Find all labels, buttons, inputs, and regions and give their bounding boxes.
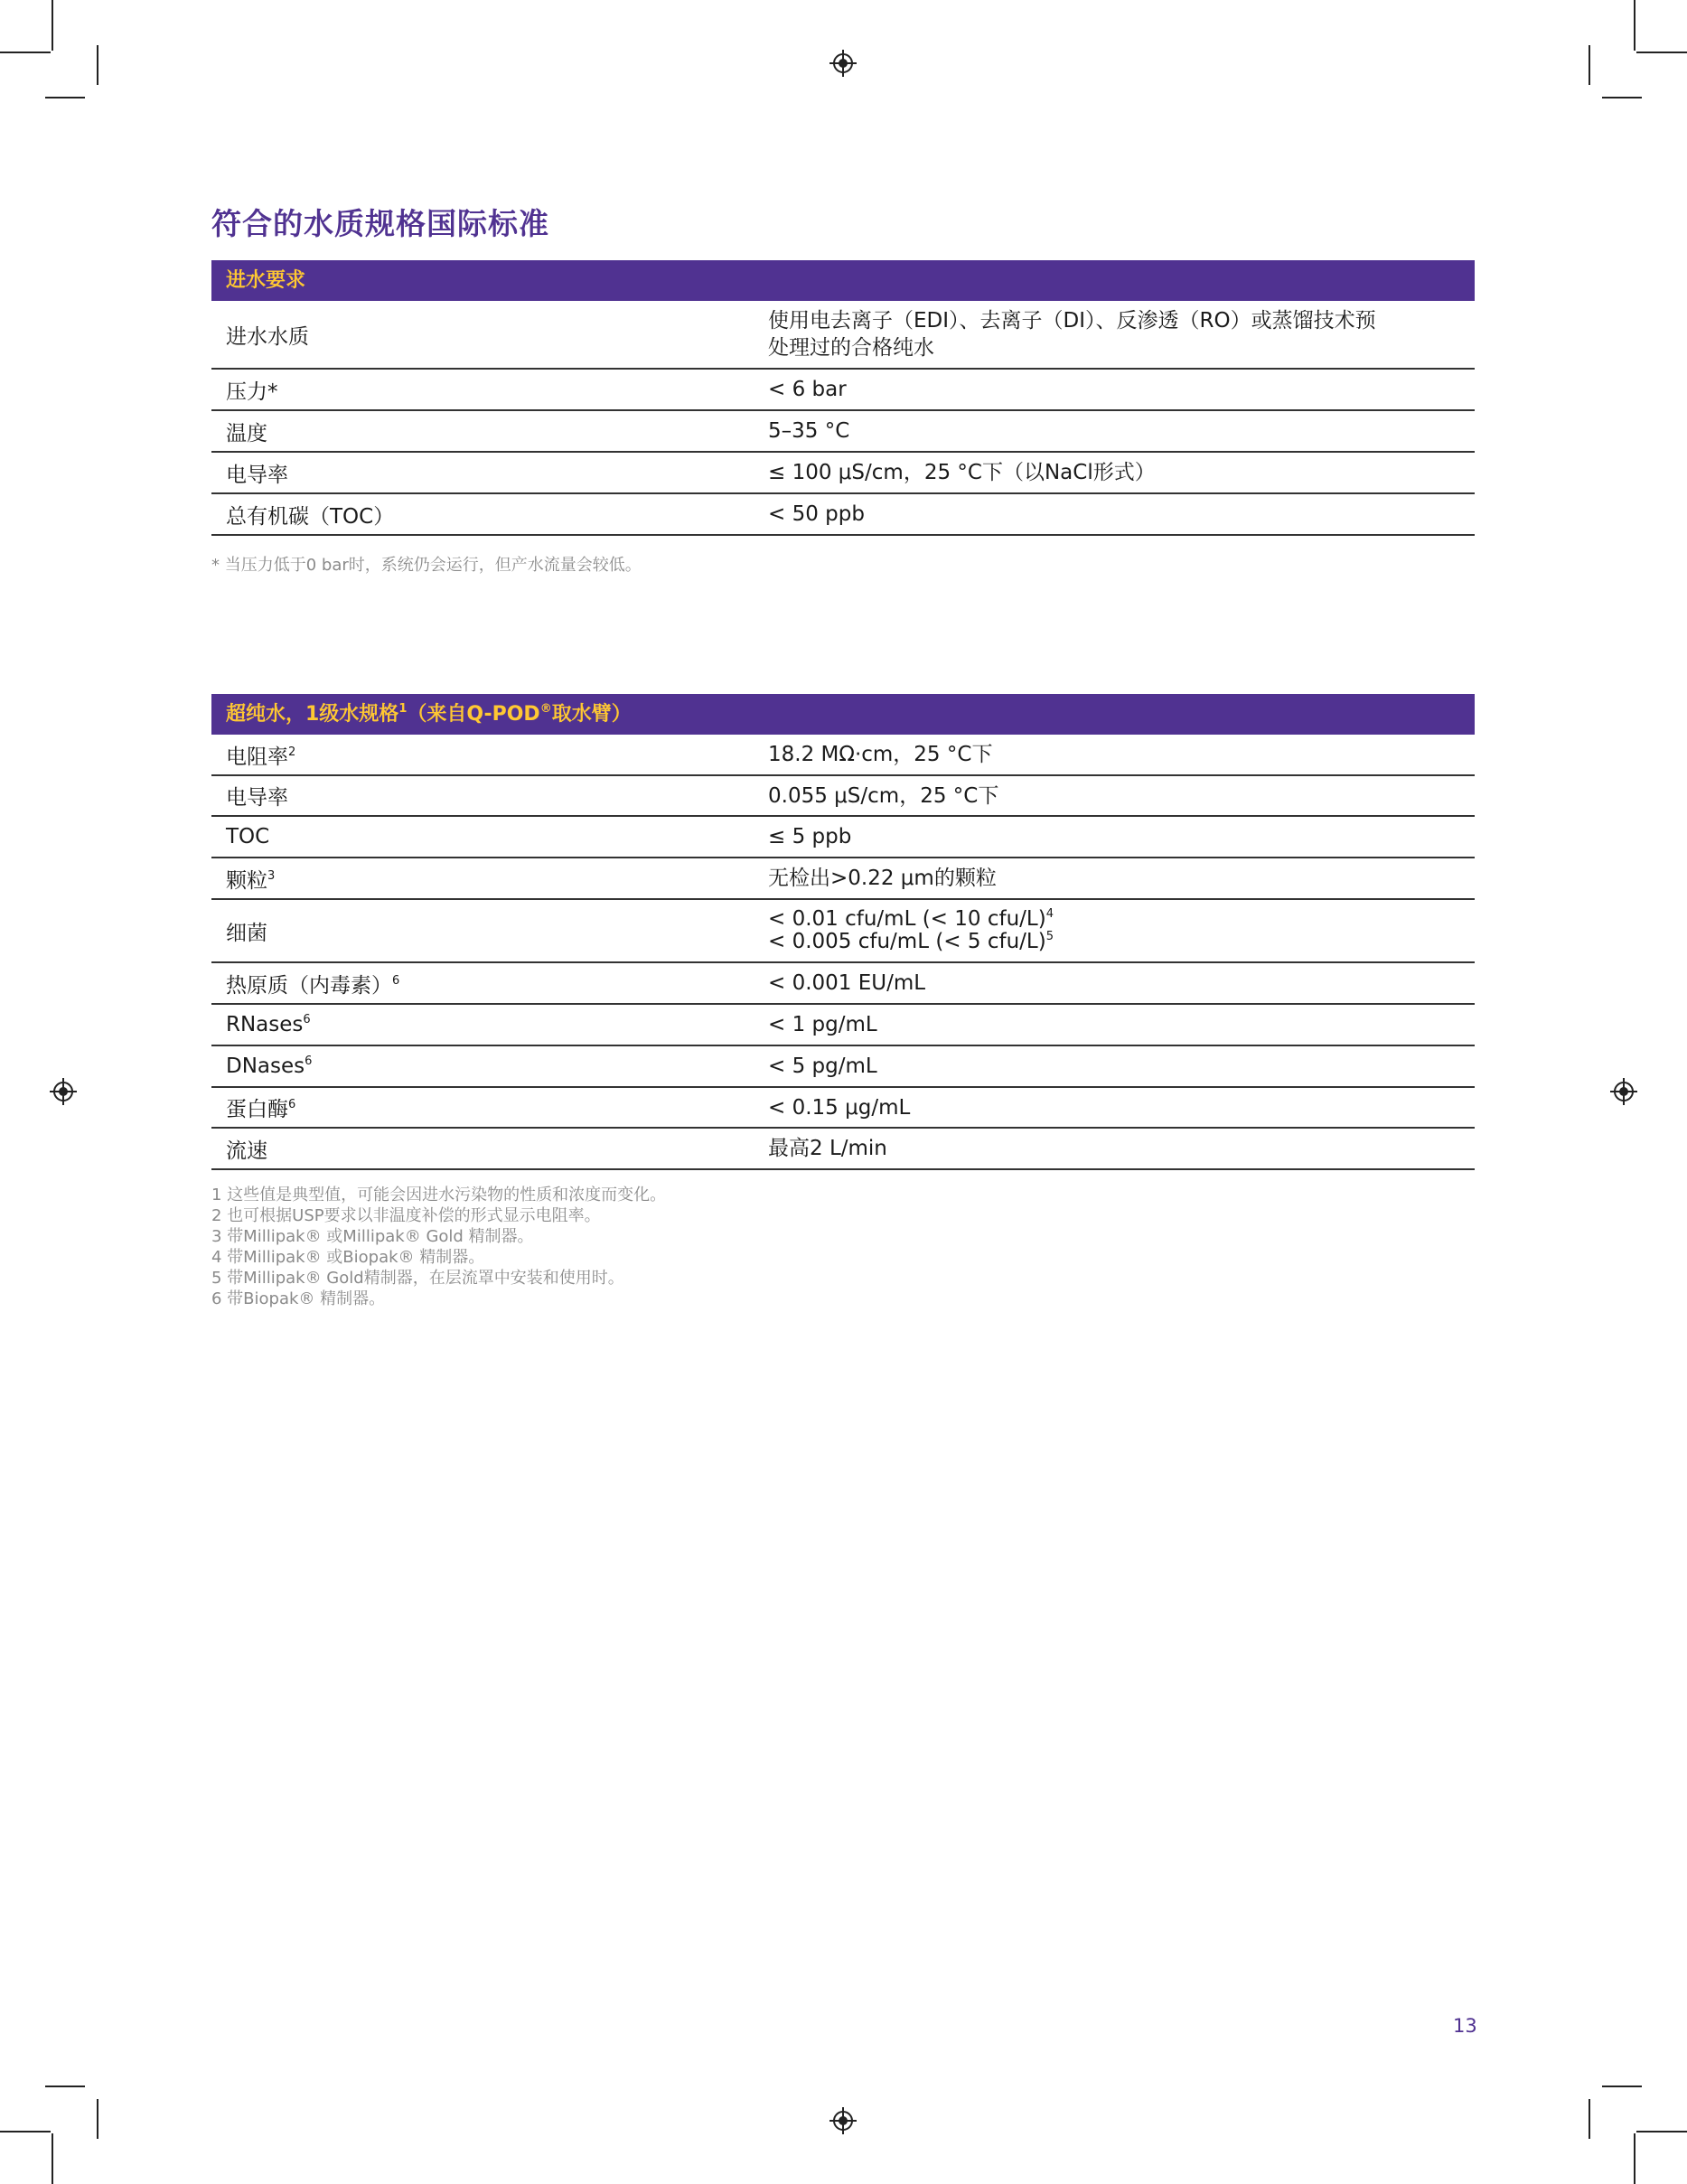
feed-water-table <box>211 260 1475 536</box>
row-label: 电导率 <box>226 786 288 810</box>
crop-mark <box>45 97 85 98</box>
registration-mark-icon <box>829 50 857 77</box>
row-value: 无检出>0.22 μm的颗粒 <box>768 867 997 890</box>
row-value: < 0.01 cfu/mL (< 10 cfu/L)$^4$ < 0.005 cfu/mL (< 5 cfu/L)$^5$ <box>768 907 1054 953</box>
row-label: 细菌 <box>226 921 267 945</box>
row-value: < 0.15 μg/mL <box>768 1095 911 1120</box>
ultrapure-water-table <box>211 694 1475 1170</box>
crop-mark <box>0 2131 51 2132</box>
row-value: 最高2 L/min <box>768 1137 887 1160</box>
row-label: RNases$^6$ <box>226 1013 311 1036</box>
row-label: DNases$^6$ <box>226 1055 313 1078</box>
footnote: 3 带Millipak® 或Millipak® Gold 精制器。 <box>211 1227 534 1246</box>
page-title: 符合的水质规格国际标准 <box>211 206 549 241</box>
page-number: 13 <box>1453 2015 1477 2037</box>
row-value: < 50 ppb <box>768 502 865 526</box>
table-row <box>211 776 1475 817</box>
row-label: 电阻率$^2$ <box>226 745 296 769</box>
row-label: 进水水质 <box>226 324 309 349</box>
row-label: 压力* <box>226 380 278 404</box>
table-header: 超纯水，1级水规格$^1$（来自Q-POD®取水臂） <box>211 694 1475 735</box>
crop-mark <box>1634 2133 1635 2184</box>
row-value: < 1 pg/mL <box>768 1013 877 1036</box>
crop-mark <box>97 45 98 85</box>
row-label: 颗粒$^3$ <box>226 868 276 893</box>
row-label: 流速 <box>226 1139 267 1163</box>
row-value: 使用电去离子（EDI）、去离子（DI）、反渗透（RO）或蒸馏技术预 处理过的合格纯水 <box>768 309 1376 360</box>
table-row <box>211 1129 1475 1170</box>
table-row <box>211 1005 1475 1046</box>
row-value: 0.055 μS/cm，25 °C下 <box>768 783 999 808</box>
crop-mark <box>0 52 51 53</box>
footnote: 4 带Millipak® 或Biopak® 精制器。 <box>211 1248 485 1267</box>
row-value: < 5 pg/mL <box>768 1055 877 1078</box>
row-label: TOC <box>226 825 270 848</box>
row-value: 18.2 MΩ·cm，25 °C下 <box>768 743 993 766</box>
registration-mark-icon <box>1610 1078 1637 1105</box>
crop-mark <box>97 2099 98 2139</box>
crop-mark <box>1636 52 1687 53</box>
crop-mark <box>52 2133 53 2184</box>
crop-mark <box>1634 0 1635 51</box>
crop-mark <box>1636 2131 1687 2132</box>
row-value: < 0.001 EU/mL <box>768 971 926 995</box>
table-row <box>211 494 1475 536</box>
crop-mark <box>45 2086 85 2087</box>
table-header: 进水要求 <box>211 260 1475 301</box>
crop-mark <box>1589 45 1590 85</box>
footnote: 6 带Biopak® 精制器。 <box>211 1289 386 1308</box>
row-value: ≤ 100 μS/cm，25 °C下（以NaCl形式） <box>768 461 1156 484</box>
crop-mark <box>1602 2086 1642 2087</box>
footnote: 5 带Millipak® Gold精制器，在层流罩中安装和使用时。 <box>211 1269 624 1288</box>
row-label: 热原质（内毒素）$^6$ <box>226 973 400 998</box>
table-row <box>211 411 1475 453</box>
footnote: * 当压力低于0 bar时，系统仍会运行，但产水流量会较低。 <box>211 556 642 575</box>
row-value: < 6 bar <box>768 378 847 401</box>
footnote: 1 这些值是典型值，可能会因进水污染物的性质和浓度而变化。 <box>211 1186 667 1204</box>
footnote: 2 也可根据USP要求以非温度补偿的形式显示电阻率。 <box>211 1206 601 1225</box>
row-label: 电导率 <box>226 463 288 487</box>
registration-mark-icon <box>829 2107 857 2134</box>
crop-mark <box>1602 97 1642 98</box>
table-row <box>211 1088 1475 1129</box>
row-label: 蛋白酶$^6$ <box>226 1098 296 1121</box>
table-row <box>211 735 1475 776</box>
registration-mark-icon <box>50 1078 77 1105</box>
table-row <box>211 453 1475 494</box>
table-row <box>211 1046 1475 1088</box>
row-label: 温度 <box>226 421 267 445</box>
row-value: 5–35 °C <box>768 419 850 443</box>
crop-mark <box>52 0 53 51</box>
row-value: ≤ 5 ppb <box>768 825 852 848</box>
table-row <box>211 900 1475 963</box>
table-row <box>211 963 1475 1005</box>
table-row <box>211 858 1475 900</box>
table-row <box>211 301 1475 370</box>
row-label: 总有机碳（TOC） <box>226 504 395 529</box>
table-row <box>211 370 1475 411</box>
crop-mark <box>1589 2099 1590 2139</box>
footnotes <box>211 1185 666 1309</box>
table-row <box>211 817 1475 858</box>
